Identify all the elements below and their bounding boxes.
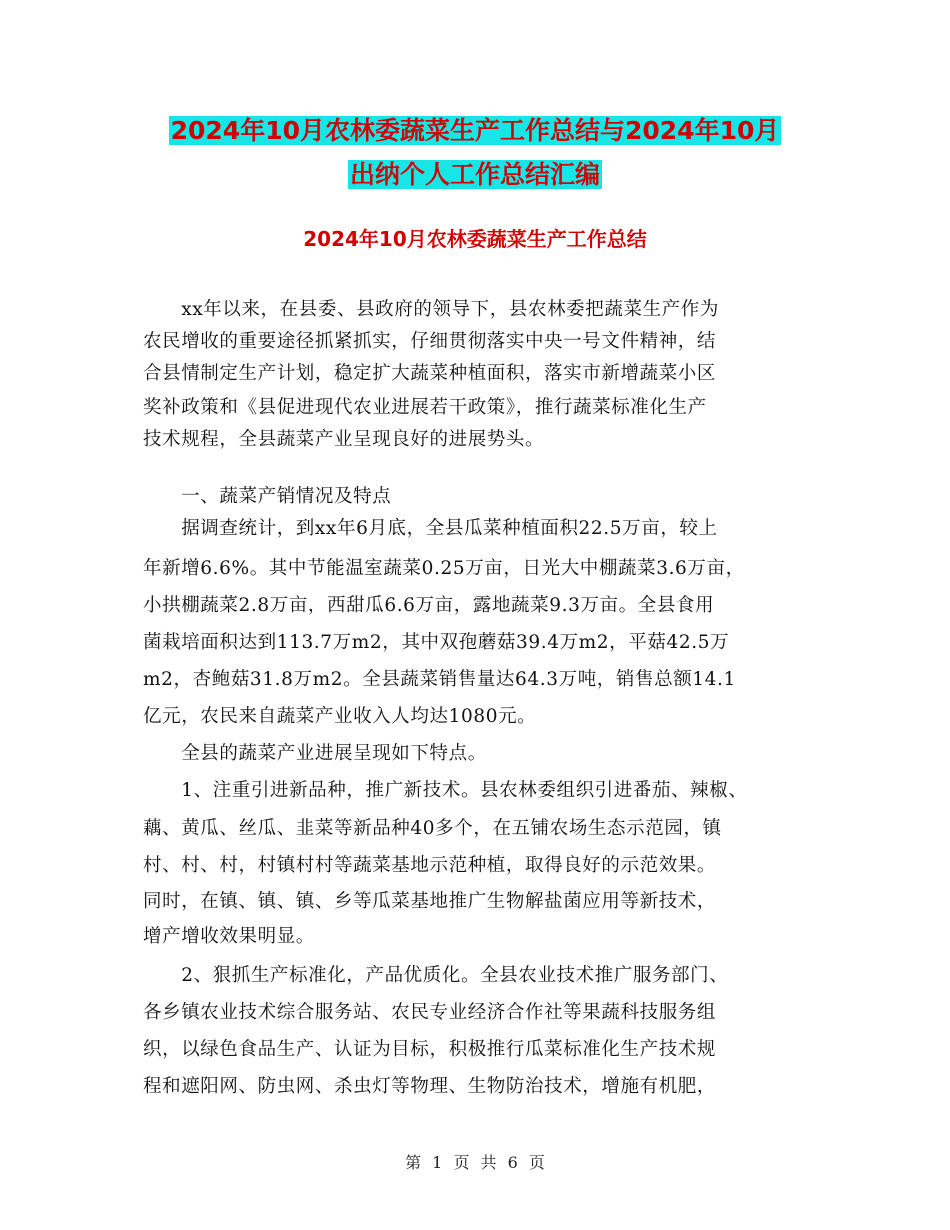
body-line: 藕、黄瓜、丝瓜、韭菜等新品种40多个，在五铺农场生态示范园，镇	[143, 818, 722, 839]
title-highlight: 出纳个人工作总结汇编	[349, 160, 600, 189]
title-highlight: 2024年10月农林委蔬菜生产工作总结与2024年10月	[170, 116, 780, 145]
body-line: 菌栽培面积达到113.7万m2，其中双孢蘑菇39.4万m2，平菇42.5万	[143, 632, 730, 653]
section-title: 2024年10月农林委蔬菜生产工作总结	[303, 227, 647, 251]
body-line: 1、注重引进新品种，推广新技术。县农林委组织引进番茄、辣椒、	[143, 780, 748, 801]
body-line: 2、狠抓生产标准化，产品优质化。全县农业技术推广服务部门、	[143, 965, 729, 986]
body-line: 合县情制定生产计划，稳定扩大蔬菜种植面积，落实市新增蔬菜小区	[143, 363, 717, 384]
document-title-line-1	[0, 108, 950, 154]
body-line: 程和遮阳网、防虫网、杀虫灯等物理、生物防治技术，增施有机肥，	[143, 1076, 717, 1097]
body-line: 村、村、村，村镇村村等蔬菜基地示范种植，取得良好的示范效果。	[143, 855, 717, 876]
body-line: 农民增收的重要途径抓紧抓实，仔细贯彻落实中央一号文件精神，结	[143, 331, 717, 352]
section-heading: 一、蔬菜产销情况及特点	[143, 486, 392, 507]
body-line: 全县的蔬菜产业进展呈现如下特点。	[143, 743, 487, 764]
body-line: 奖补政策和《县促进现代农业进展若干政策》，推行蔬菜标准化生产	[143, 397, 707, 418]
body-line: m2，杏鲍菇31.8万m2。全县蔬菜销售量达64.3万吨，销售总额14.1	[143, 669, 736, 690]
body-line: 同时，在镇、镇、镇、乡等瓜菜基地推广生物解盐菌应用等新技术，	[143, 891, 717, 912]
document-title-line-2	[0, 152, 950, 198]
body-line: 亿元，农民来自蔬菜产业收入人均达1080元。	[143, 706, 537, 727]
body-line: 小拱棚蔬菜2.8万亩，西甜瓜6.6万亩，露地蔬菜9.3万亩。全县食用	[143, 595, 715, 616]
body-line: 增产增收效果明显。	[143, 926, 315, 947]
body-line: 各乡镇农业技术综合服务站、农民专业经济合作社等果蔬科技服务组	[143, 1002, 717, 1023]
body-line: 据调查统计，到xx年6月底，全县瓜菜种植面积22.5万亩，较上	[143, 518, 718, 539]
body-line: xx年以来，在县委、县政府的领导下，县农林委把蔬菜生产作为	[143, 299, 719, 320]
body-line: 织，以绿色食品生产、认证为目标，积极推行瓜菜标准化生产技术规	[143, 1039, 717, 1060]
body-line: 年新增6.6%。其中节能温室蔬菜0.25万亩，日光大中棚蔬菜3.6万亩，	[143, 558, 745, 579]
page-footer: 第 1 页 共 6 页	[405, 1153, 545, 1172]
body-line: 技术规程，全县蔬菜产业呈现良好的进展势头。	[143, 429, 545, 450]
